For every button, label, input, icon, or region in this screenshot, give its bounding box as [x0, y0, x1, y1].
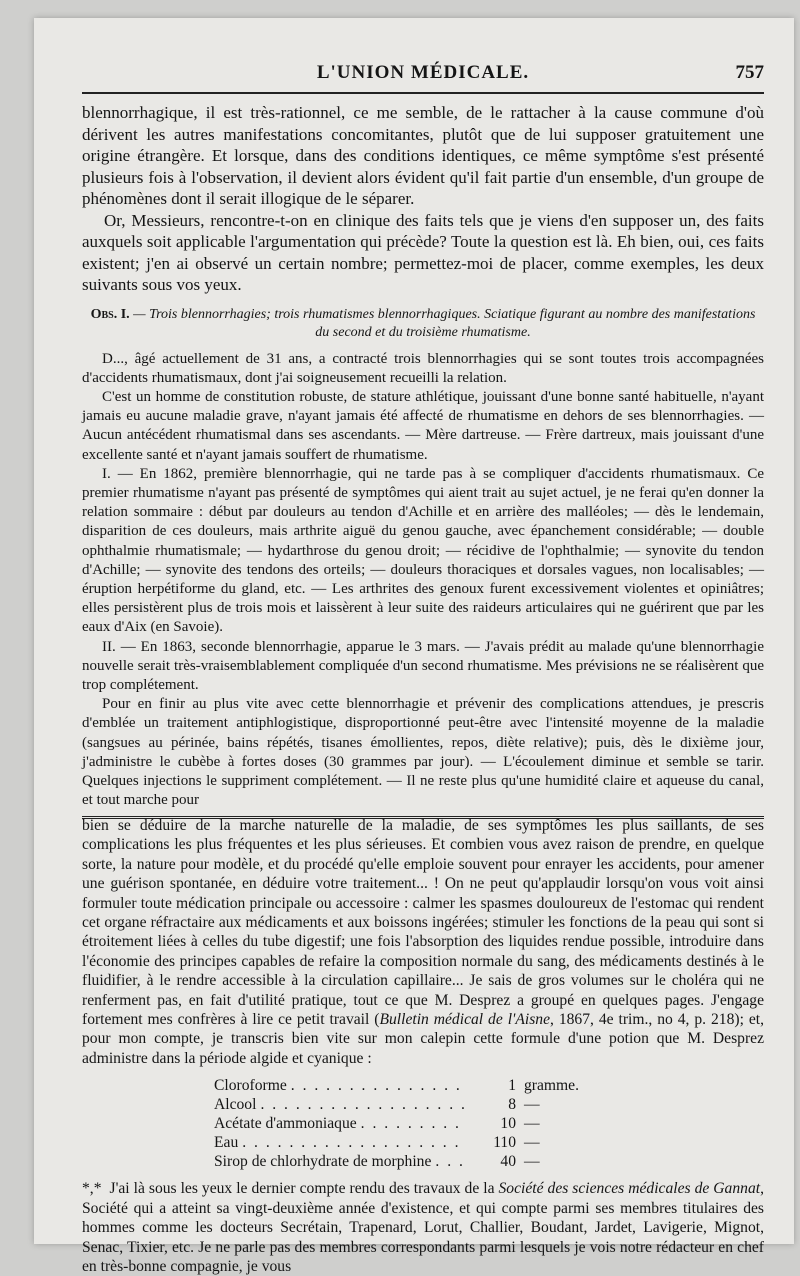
leader-dots: [242, 1133, 466, 1152]
case-report: [82, 350, 764, 811]
text-run: J'ai là sous les yeux le dernier compte rendu des travaux de la: [109, 1180, 499, 1198]
page-number: 757: [735, 62, 764, 83]
text-run: , Société qui a atteint sa vingt-deuxième année d'existence, et qui compte parmi ses membres titulaires des hommes comme les docteurs Secrétain, Trapenard, Lorut, Challier, Boudant, Jardet, Lavigerie, Mignot, Senac, Tixier, etc. Je ne parle pas des membres correspondants parmi lesquels je vois notre rédacteur en chef en très-bonne compagnie, je vous: [82, 1180, 764, 1275]
recipe-row: [214, 1095, 604, 1114]
case-paragraph: Pour en finir au plus vite avec cette blennorrhagie et prévenir des complications attendues, je prescris d'emblée un traitement antiphlogistique, disproportionné peut-être avec l'intensité moyenne de la maladie (sangsues au périnée, bains répétés, tisanes émollientes, repos, diète relative); puis, dès le dixième jour, j'administre le cubèbe à fortes doses (30 grammes par jour). — L'écoulement diminue et semble se tarir. Quelques injections le suppriment complétement. — Il ne reste plus qu'une humidité claire et aqueuse du canal, et tout marche pour: [82, 696, 764, 809]
recipe-row: [214, 1133, 604, 1152]
ingredient-unit: —: [524, 1096, 540, 1114]
journal-title: Bulletin médical de l'Aisne: [379, 1011, 551, 1029]
leader-dots: [291, 1076, 466, 1095]
paragraph: Or, Messieurs, rencontre-t-on en clinique des faits tels que je viens d'en supposer un, des faits auxquels soit applicable l'argumentation qui précède? Toute la question est là. Eh bien, oui, ces faits existent; j'en ai observé un certain nombre; permettez-moi de placer, comme exemples, les deux suivants sous vos yeux.: [82, 210, 764, 294]
feuilleton: [82, 816, 764, 1276]
ingredient-name: Acétate d'ammoniaque: [214, 1115, 357, 1133]
recipe-row: [214, 1076, 604, 1095]
ingredient-unit: —: [524, 1153, 540, 1171]
case-paragraph: C'est un homme de constitution robuste, de stature athlétique, jouissant d'une bonne santé habituelle, n'ayant jamais eu aucune maladie grave, n'ayant jamais été affecté de rhumatisme en dehors de ses blennorrhagies. — Aucun antécédent rhumatismal dans ses ascendants. — Mère dartreuse. — Frère dartreux, mais jouissant d'une excellente santé et n'ayant jamais souffert de rhumatisme.: [82, 388, 764, 463]
feuilleton-note: [82, 1179, 764, 1276]
main-text: [82, 102, 764, 296]
ingredient-name: Alcool: [214, 1096, 257, 1114]
recipe-row: [214, 1152, 604, 1171]
leader-dots: [361, 1114, 466, 1133]
leader-dots: [435, 1152, 466, 1171]
society-name: Société des sciences médicales de Gannat: [498, 1180, 761, 1198]
text-run: bien se déduire de la marche naturelle de la maladie, de ses symptômes les plus saillants, de ses complications les plus fréquentes et les plus sérieuses. Et combien vous avez raison de prendre, en quelque sorte, la nature pour modèle, et du procédé qu'elle emploie souvent pour enrayer les accidents, pour amener une guérison spontanée, en déduire votre traitement... ! On ne peut qu'applaudir lorsqu'on vous voit ainsi formuler toute médication principale ou accessoire : calmer les spasmes douloureux de l'estomac qui rendent cet organe réfractaire aux médicaments et aux boissons ingérées; stimuler les fonctions de la peau qui sont si étroitement liées à celles du tube digestif; une fois l'absorption des liquides rendue possible, introduire dans l'économie des principes capables de refaire la composition normale du sang, des médicaments destinés à le fluidifier, à le rendre accessible à la circulation capillaire... Je sais de gros volumes sur le choléra qui ne renferment pas, en fait d'utilité pratique, tout ce que M. Desprez a groupé en quelques pages. J'engage fortement mes confrères à lire ce petit travail (: [82, 817, 764, 1029]
running-title: L'UNION MÉDICALE.: [316, 62, 530, 83]
paragraph: blennorrhagique, il est très-rationnel, ce me semble, de le rattacher à la cause commune d'où dérivent les autres manifestations concomitantes, plutôt que de lui supposer gratuitement une origine étrangère. Et lorsque, dans des conditions identiques, ce même symptôme s'est présenté plusieurs fois à l'observation, il devient alors évident qu'il fait partie d'un ensemble, d'un groupe de phénomènes dont il serait illogique de le séparer.: [82, 103, 764, 208]
note-marker: *,*: [82, 1180, 102, 1198]
ingredient-quantity: 10: [500, 1115, 516, 1133]
case-paragraph: I. — En 1862, première blennorrhagie, qui ne tarde pas à se compliquer d'accidents rhumatismaux. Ce premier rhumatisme n'ayant pas présenté de symptômes qui aient trait au sujet actuel, je ne ferai qu'en donner la relation sommaire : début par douleurs au tendon d'Achille et en arrière des malléoles; — dès le lendemain, disparition de ces douleurs, mais arthrite aiguë du genou gauche, avec épanchement considérable; — double ophthalmie rhumatismale; — hydarthrose du genou droit; — récidive de l'ophthalmie; — synovite du tendon d'Achille; — synovite des tendons des orteils; — douleurs thoraciques et dorsales vagues, non localisables; — éruption herpétiforme du gland, etc. — Les arthrites des genoux furent excessivement violentes et opiniâtres; elles persistèrent plus de trois mois et laissèrent à leur suite des raideurs articulaires qui ne guérirent que par les eaux d'Aix (en Savoie).: [82, 465, 764, 636]
ingredient-quantity: 8: [508, 1096, 516, 1114]
ingredient-quantity: 40: [500, 1153, 516, 1171]
leader-dots: [260, 1095, 466, 1114]
ingredient-unit: —: [524, 1115, 540, 1133]
ingredient-name: Sirop de chlorhydrate de morphine: [214, 1153, 432, 1171]
ingredient-name: Cloroforme: [214, 1077, 287, 1095]
recipe-row: [214, 1114, 604, 1133]
ingredient-name: Eau: [214, 1134, 239, 1152]
ingredient-quantity: 1: [508, 1077, 516, 1095]
observation-label: Obs. I.: [90, 306, 130, 322]
observation-heading: [82, 306, 764, 342]
ingredient-unit: gramme.: [524, 1077, 579, 1095]
feuilleton-paragraph: [82, 816, 764, 1068]
recipe-list: [214, 1076, 604, 1171]
article-body: [82, 102, 764, 819]
case-paragraph: II. — En 1863, seconde blennorrhagie, apparue le 3 mars. — J'avais prédit au malade qu'une blennorrhagie nouvelle serait très-vraisemblablement compliquée d'un second rhumatisme. Mes prévisions ne se réalisèrent que trop complétement.: [82, 638, 764, 693]
ingredient-quantity: 110: [493, 1134, 516, 1152]
ingredient-unit: —: [524, 1134, 540, 1152]
journal-page: [34, 18, 794, 1275]
text-run: , 1867, 4e trim., no 4, p. 218); et, pour mon compte, je transcris bien vite sur mon calepin cette formule d'une potion que M. Desprez administre dans la période algide et cyanique :: [82, 1011, 764, 1067]
observation-title: — Trois blennorrhagies; trois rhumatismes blennorrhagiques. Sciatique figurant au nombre des manifestations du second et du troisième rhumatisme.: [133, 306, 756, 340]
page-header: [82, 52, 764, 94]
case-paragraph: D..., âgé actuellement de 31 ans, a contracté trois blennorrhagies qui se sont toutes trois accompagnées d'accidents rhumatismaux, dont j'ai soigneusement recueilli la relation.: [82, 350, 764, 386]
